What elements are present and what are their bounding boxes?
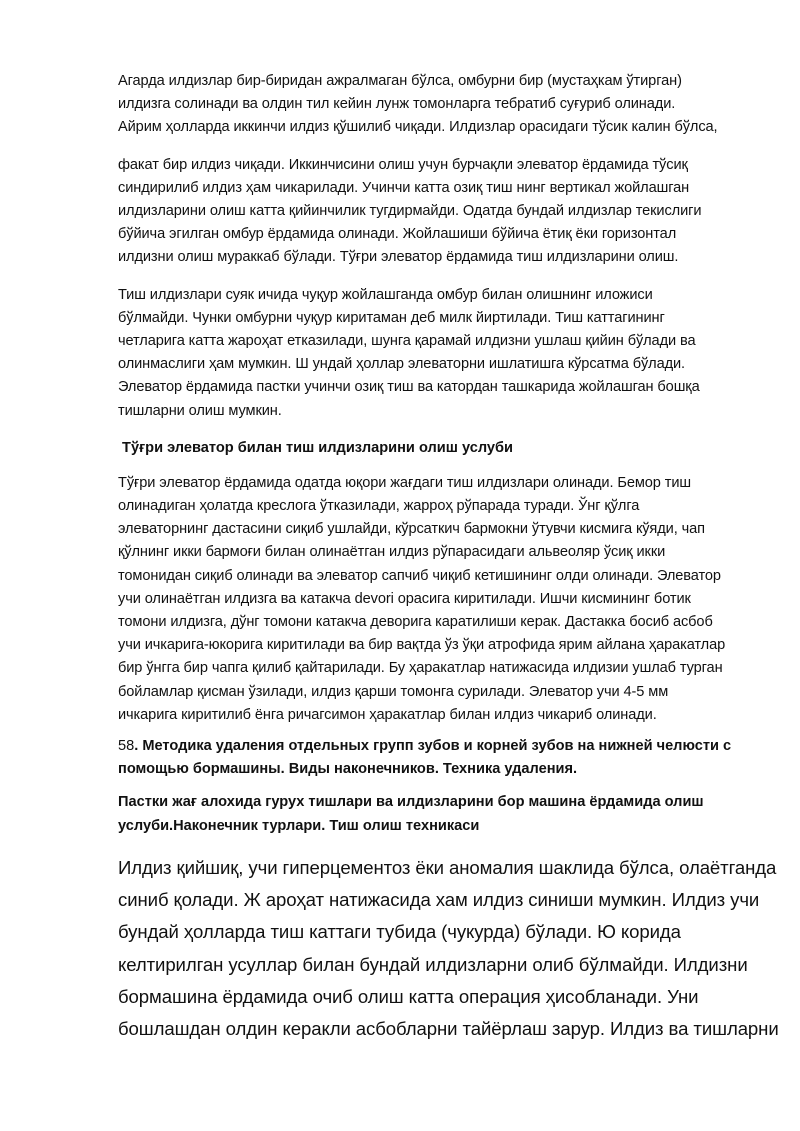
text-line: томони илдизга, дўнг томони катакча деворига каратилиши керак. Дастакка босиб асбоб bbox=[118, 614, 713, 631]
text-line: илдизни олиш мураккаб бўлади. Тўғри элеватор ёрдамида тиш илдизларини олиш. bbox=[118, 249, 679, 266]
text-line: бир ўнгга бир чапга қилиб қайтарилади. Бу ҳаракатлар натижасида илдизии ушлаб турган bbox=[118, 660, 723, 677]
text-line: келтирилган усуллар билан бундай илдизларни олиб бўлмайди. Илдизни bbox=[118, 953, 748, 975]
text-line: ичкарига киритилиб ёнга ричагсимон ҳаракатлар билан илдиз чикариб олинади. bbox=[118, 706, 657, 723]
text-line: бўйича эгилган омбур ёрдамида олинади. Жойлашиши бўйича ётиқ ёки горизонтал bbox=[118, 226, 677, 243]
text-line: четларига катта жароҳат етказилади, шунга қарамай илдизни ушлаш қийин бўлади ва bbox=[118, 333, 696, 350]
text-line: қўлнинг икки бармоғи билан олинаётган илдиз рўпарасидаги альвеоляр ўсиқ икки bbox=[118, 544, 666, 561]
section-heading-straight-elevator: Тўғри элеватор билан тиш илдизларини олиш услуби bbox=[118, 439, 514, 456]
paragraph-second-root bbox=[118, 154, 748, 270]
paragraph-elevator-technique bbox=[118, 472, 748, 727]
text-line: элеваторнинг дастасини сиқиб ушлайди, кўрсаткич бармокни ўтувчи кисмига кўяди, чап bbox=[118, 521, 705, 538]
question-title-line: помощью бормашины. Виды наконечников. Техника удаления. bbox=[118, 761, 578, 778]
text-line: бошлашдан олдин керакли асбобларни тайёрлаш зарур. Илдиз ва тишларни bbox=[118, 1017, 779, 1039]
text-line: илдизларини олиш катта қийинчилик тугдирмайди. Одатда бундай илдизлар текислиги bbox=[118, 203, 702, 220]
question-title-line: . Методика удаления отдельных групп зубов и корней зубов на нижней челюсти с bbox=[134, 738, 732, 755]
text-line: услуби.Наконечник турлари. Тиш олиш техникаси bbox=[118, 817, 480, 834]
paragraph-deep-roots bbox=[118, 284, 748, 423]
text-line: Илдиз қийшиқ, учи гиперцементоз ёки аномалия шаклида бўлса, олаётганда bbox=[118, 856, 777, 878]
question-heading-58 bbox=[118, 735, 748, 781]
text-line: Элеватор ёрдамида пастки учинчи озиқ тиш ва катордан ташкарида жойлашган бошқа bbox=[118, 379, 700, 396]
text-line: Тиш илдизлари суяк ичида чуқур жойлашганда омбур билан олишнинг иложиси bbox=[118, 286, 653, 303]
text-line: бўлмайди. Чунки омбурни чуқур киритаман деб милк йиртилади. Тиш каттагининг bbox=[118, 309, 665, 326]
text-line: тишларни олиш мумкин. bbox=[118, 402, 282, 419]
text-line: Агарда илдизлар бир-биридан ажралмаган бўлса, омбурни бир (мустаҳкам ўтирган) bbox=[118, 73, 682, 89]
text-line: Тўғри элеватор ёрдамида одатда юқори жағдаги тиш илдизлари олинади. Бемор тиш bbox=[118, 474, 692, 491]
text-line: учи олинаётган илдизга ва катакча devori орасига киритилади. Ишчи кисмининг ботик bbox=[118, 590, 691, 607]
text-line: Айрим ҳолларда иккинчи илдиз қўшилиб чиқади. Илдизлар орасидаги тўсик калин бўлса, bbox=[118, 119, 718, 136]
text-line: бормашина ёрдамида очиб олиш катта операция ҳисобланади. Уни bbox=[118, 985, 699, 1007]
question-heading-uzbek bbox=[118, 791, 748, 837]
document-body bbox=[118, 70, 779, 1045]
text-line: олинадиган ҳолатда креслога ўтказилади, жарроҳ рўпарада туради. Ўнг қўлга bbox=[118, 498, 640, 515]
text-line: илдизга солинади ва олдин тил кейин лунж томонларга тебратиб суғуриб олинади. bbox=[118, 96, 676, 113]
text-line: бойламлар қисман ўзилади, илдиз қарши томонга сурилади. Элеватор учи 4-5 мм bbox=[118, 683, 669, 700]
paragraph-roots-not-separated bbox=[118, 70, 748, 140]
text-line: факат бир илдиз чиқади. Иккинчисини олиш учун бурчақли элеватор ёрдамида тўсиқ bbox=[118, 156, 688, 173]
text-line: учи ичкарига-юкорига киритилади ва бир вақтда ўз ўқи атрофида ярим айлана ҳаракатлар bbox=[118, 637, 726, 654]
text-line: синдирилиб илдиз ҳам чикарилади. Учинчи катта озиқ тиш нинг вертикал жойлашган bbox=[118, 179, 690, 196]
paragraph-curved-root bbox=[118, 852, 779, 1045]
text-line: синиб қолади. Ж ароҳат натижасида хам илдиз синиши мумкин. Илдиз учи bbox=[118, 889, 760, 911]
text-line: томонидан сиқиб олинади ва элеватор сапчиб чиқиб кетишининг олди олинади. Элеватор bbox=[118, 567, 721, 584]
text-line: олинмаслиги ҳам мумкин. Ш ундай ҳоллар элеваторни ишлатишга кўрсатма бўлади. bbox=[118, 356, 686, 373]
text-line: Пастки жағ алохида гурух тишлари ва илдизларини бор машина ёрдамида олиш bbox=[118, 794, 704, 811]
text-line: бундай ҳолларда тиш каттаги тубида (чукурда) бўлади. Ю корида bbox=[118, 921, 681, 943]
question-number: 58 bbox=[118, 738, 135, 755]
